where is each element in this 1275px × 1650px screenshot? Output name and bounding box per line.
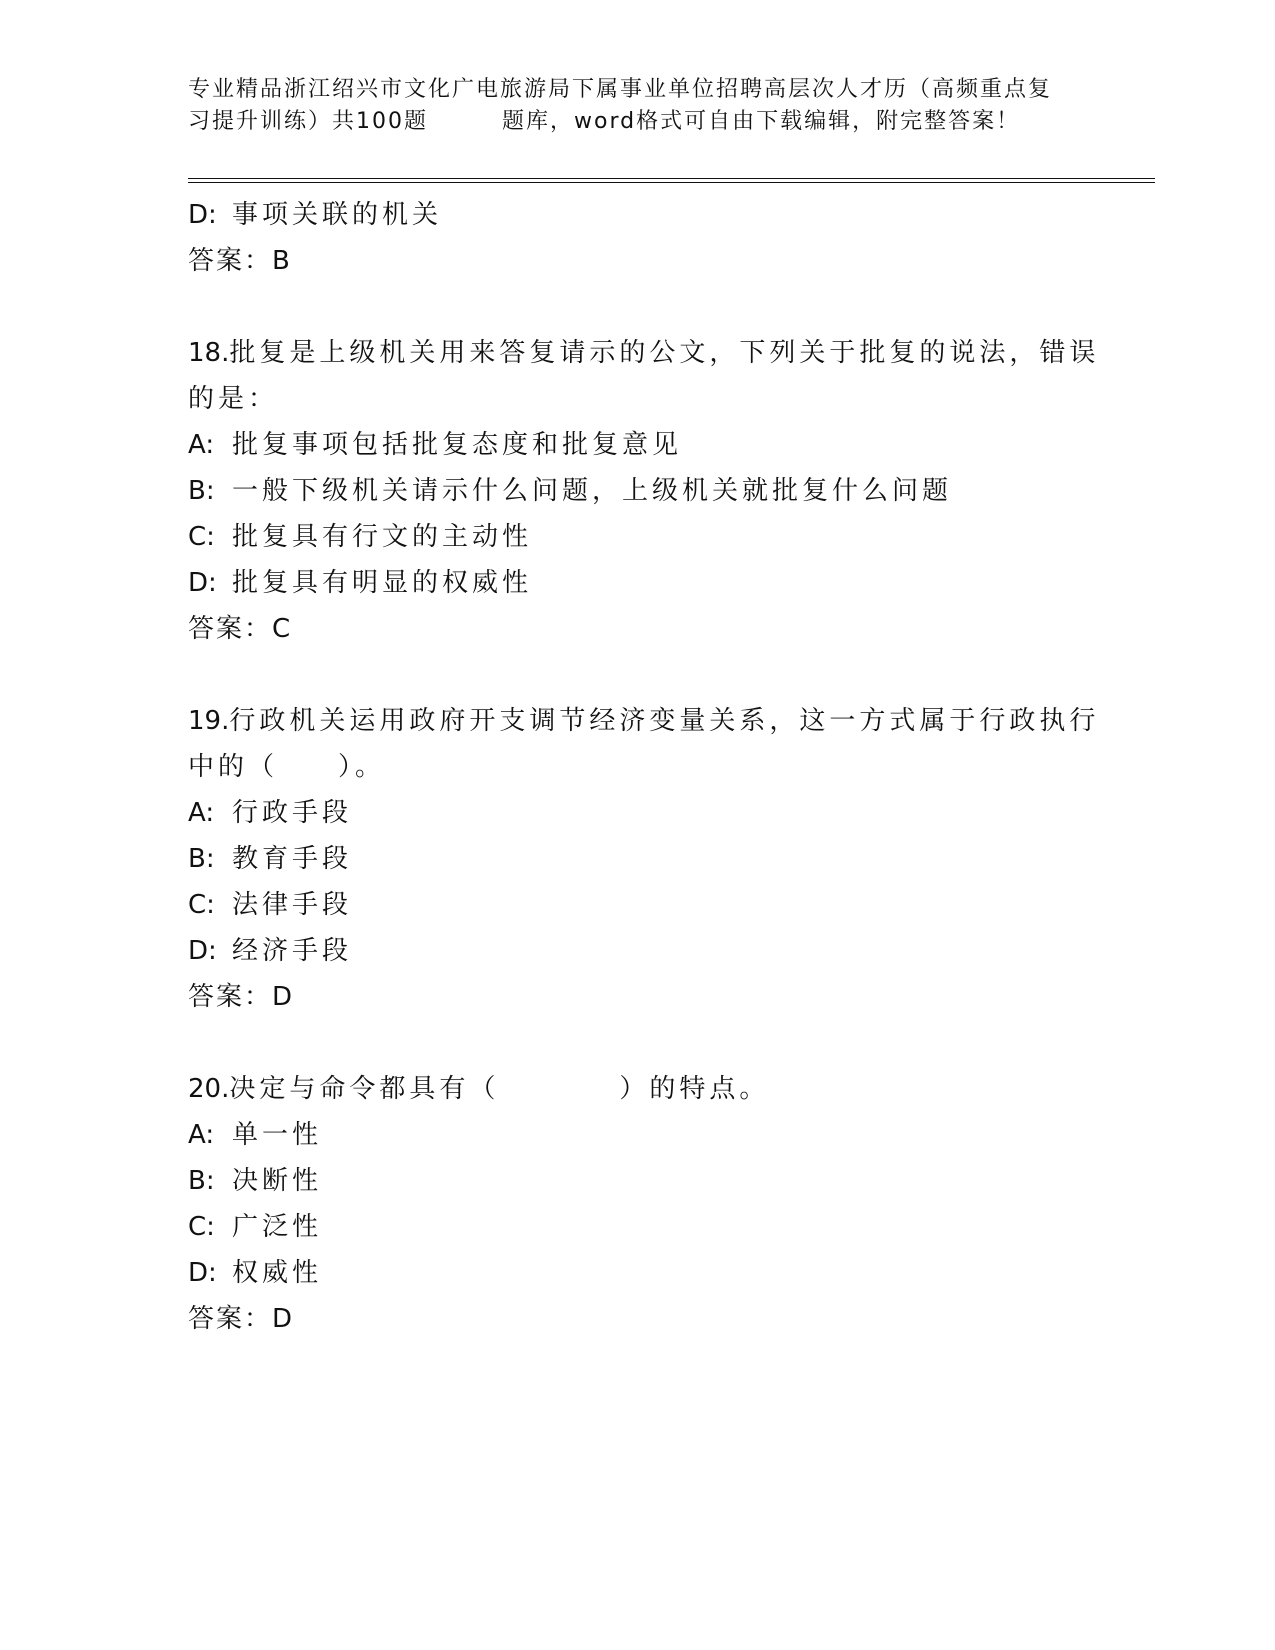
option-d: [188, 1250, 1088, 1296]
option-text: 教育手段: [232, 844, 353, 874]
question-stem-line: 的是：: [188, 384, 279, 414]
answer-label: 答案：: [188, 982, 273, 1012]
header-rule-top: [188, 178, 1155, 179]
option-key: D:: [188, 936, 217, 966]
option-key: C:: [188, 890, 215, 920]
header-line-1: 专业精品浙江绍兴市文化广电旅游局下属事业单位招聘高层次人才历（高频重点复: [188, 77, 1053, 102]
header-rule-bottom: [188, 182, 1155, 183]
answer-label: 答案：: [188, 1304, 273, 1334]
option-b: [188, 468, 1088, 514]
question-stem-line: 中的（ ）。: [188, 752, 386, 782]
option-key: C:: [188, 522, 215, 552]
question-stem-line: [188, 1066, 1088, 1112]
option-key: B:: [188, 844, 215, 874]
option-key: D:: [188, 200, 217, 230]
option-key: A:: [188, 1120, 215, 1150]
document-header: [188, 74, 1088, 138]
spacer: [188, 652, 1088, 698]
option-key: B:: [188, 476, 215, 506]
header-line-2-right: 题库，word格式可自由下载编辑，附完整答案！: [502, 109, 1021, 134]
option-d: [188, 560, 1088, 606]
question-number: 19.: [188, 706, 230, 736]
question-text: 决定与命令都具有（ ）的特点。: [229, 1074, 770, 1104]
answer-label: 答案：: [188, 614, 273, 644]
fragment-answer: [188, 238, 1088, 284]
option-text: 权威性: [232, 1258, 323, 1288]
option-a: [188, 790, 1088, 836]
question-18: [188, 330, 1100, 652]
option-c: [188, 514, 1088, 560]
answer-value: C: [272, 614, 291, 644]
option-b: [188, 836, 1088, 882]
option-a: [188, 422, 1088, 468]
fragment-option-d: [188, 192, 1088, 238]
option-key: A:: [188, 798, 215, 828]
option-key: A:: [188, 430, 215, 460]
option-text: 经济手段: [232, 936, 353, 966]
answer: [188, 606, 1088, 652]
answer: [188, 974, 1088, 1020]
document-body: [188, 192, 1100, 1342]
option-key: B:: [188, 1166, 215, 1196]
answer: [188, 1296, 1088, 1342]
answer-value: D: [272, 1304, 293, 1334]
option-key: D:: [188, 568, 217, 598]
question-20: [188, 1066, 1088, 1342]
option-b: [188, 1158, 1088, 1204]
option-text: 行政手段: [232, 798, 353, 828]
question-19: [188, 698, 1100, 1020]
option-c: [188, 882, 1088, 928]
option-text: 法律手段: [232, 890, 353, 920]
question-text: 批复是上级机关用来答复请示的公文，下列关于批复的说法，错误: [229, 338, 1100, 368]
question-number: 20.: [188, 1074, 230, 1104]
option-text: 事项关联的机关: [232, 200, 443, 230]
header-line-2: [188, 106, 1088, 138]
option-text: 广泛性: [232, 1212, 323, 1242]
question-text: 行政机关运用政府开支调节经济变量关系，这一方式属于行政执行: [229, 706, 1100, 736]
option-text: 决断性: [232, 1166, 323, 1196]
option-key: D:: [188, 1258, 217, 1288]
header-line-2-left: 习提升训练）共100题: [188, 109, 428, 134]
option-text: 批复具有行文的主动性: [232, 522, 533, 552]
answer-value: B: [272, 246, 290, 276]
answer-label: 答案：: [188, 246, 273, 276]
question-stem-line: [188, 330, 1100, 376]
option-d: [188, 928, 1088, 974]
option-text: 一般下级机关请示什么问题，上级机关就批复什么问题: [232, 476, 953, 506]
answer-value: D: [272, 982, 293, 1012]
spacer: [188, 1020, 1088, 1066]
option-c: [188, 1204, 1088, 1250]
question-stem-line: [188, 698, 1100, 744]
spacer: [188, 284, 1088, 330]
option-text: 批复具有明显的权威性: [232, 568, 533, 598]
option-key: C:: [188, 1212, 215, 1242]
question-number: 18.: [188, 338, 230, 368]
option-text: 单一性: [232, 1120, 323, 1150]
option-text: 批复事项包括批复态度和批复意见: [232, 430, 683, 460]
option-a: [188, 1112, 1088, 1158]
